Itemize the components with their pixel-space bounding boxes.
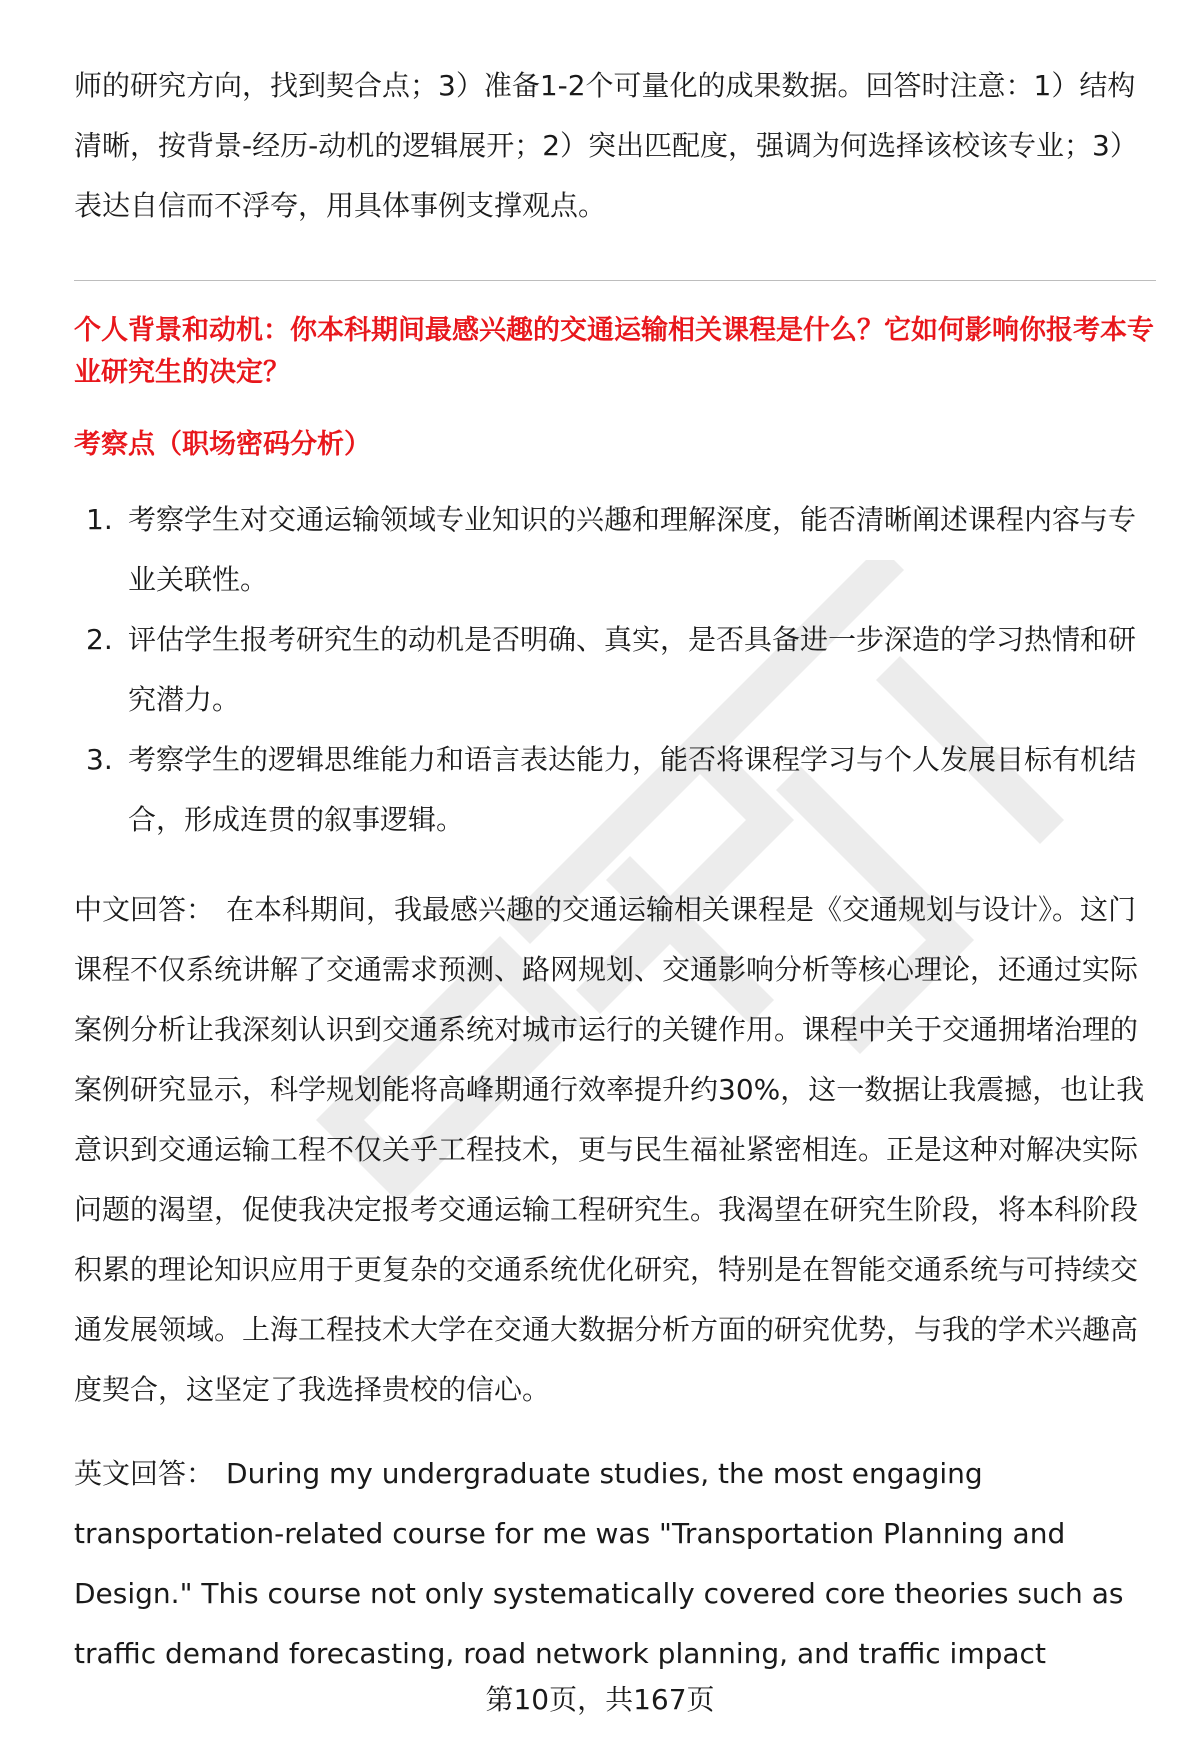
list-item-number: 3. — [86, 743, 113, 776]
page-footer: 第10页，共167页 — [485, 1683, 715, 1716]
intro-paragraph: 师的研究方向，找到契合点；3）准备1-2个可量化的成果数据。回答时注意：1）结构清晰，按背景-经历-动机的逻辑展开；2）突出匹配度，强调为何选择该校该专业；3）表达自信而不浮夸，用具体事例支撑观点。 — [74, 69, 1138, 222]
list-item-text: 评估学生报考研究生的动机是否明确、真实，是否具备进一步深造的学习热情和研究潜力。 — [128, 623, 1137, 716]
english-answer-text: During my undergraduate studies, the most engaging transportation-related course for me was "Transportation Planning and Design." This course not only systematically covered core theories such as traffic demand forecasting, road network planning, and traffic impact — [74, 1457, 1124, 1670]
list-item — [74, 610, 1156, 730]
chinese-answer-paragraph — [74, 880, 1156, 1420]
english-answer-label: 英文回答： — [74, 1457, 215, 1490]
list-item-number: 2. — [86, 623, 113, 656]
question-heading: 个人背景和动机：你本科期间最感兴趣的交通运输相关课程是什么？它如何影响你报考本专业研究生的决定？ — [74, 315, 1154, 388]
chinese-answer-text: 在本科期间，我最感兴趣的交通运输相关课程是《交通规划与设计》。这门课程不仅系统讲解了交通需求预测、路网规划、交通影响分析等核心理论，还通过实际案例分析让我深刻认识到交通系统对城市运行的关键作用。课程中关于交通拥堵治理的案例研究显示，科学规划能将高峰期通行效率提升约30%，这一数据让我震撼，也让我意识到交通运输工程不仅关乎工程技术，更与民生福祉紧密相连。正是这种对解决实际问题的渴望，促使我决定报考交通运输工程研究生。我渴望在研究生阶段，将本科阶段积累的理论知识应用于更复杂的交通系统优化研究，特别是在智能交通系统与可持续交通发展领域。上海工程技术大学在交通大数据分析方面的研究优势，与我的学术兴趣高度契合，这坚定了我选择贵校的信心。 — [74, 893, 1145, 1406]
english-answer-paragraph — [74, 1444, 1156, 1684]
assessment-heading: 考察点（职场密码分析） — [74, 429, 371, 460]
chinese-answer-label: 中文回答： — [74, 893, 215, 926]
assessment-points-list — [74, 490, 1156, 850]
section-divider — [74, 280, 1156, 281]
list-item-text: 考察学生对交通运输领域专业知识的兴趣和理解深度，能否清晰阐述课程内容与专业关联性。 — [128, 503, 1137, 596]
list-item-number: 1. — [86, 503, 113, 536]
list-item-text: 考察学生的逻辑思维能力和语言表达能力，能否将课程学习与个人发展目标有机结合，形成连贯的叙事逻辑。 — [128, 743, 1137, 836]
list-item — [74, 730, 1156, 850]
list-item — [74, 490, 1156, 610]
